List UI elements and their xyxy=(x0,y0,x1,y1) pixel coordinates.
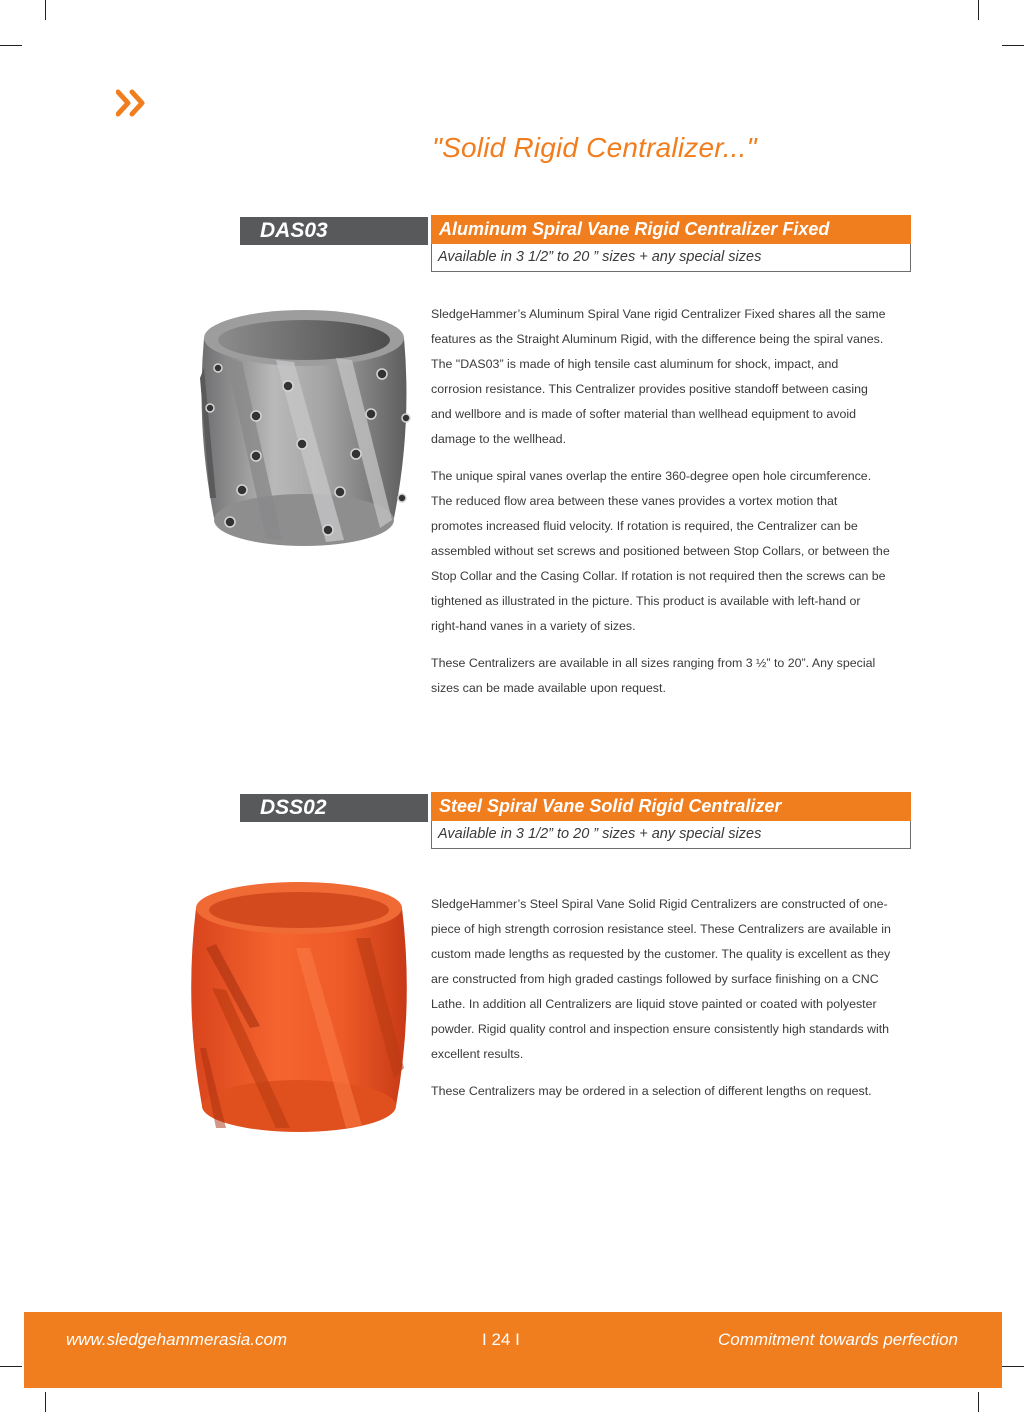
product-code: DAS03 xyxy=(240,217,428,245)
crop-mark xyxy=(45,1392,46,1412)
product-description xyxy=(431,892,891,1116)
page-title: "Solid Rigid Centralizer..." xyxy=(432,132,757,163)
page-number: I 24 I xyxy=(482,1330,520,1349)
crop-mark xyxy=(0,45,22,46)
description-paragraph: These Centralizers are available in all sizes ranging from 3 ½” to 20”. Any special sizes can be made available upon request. xyxy=(431,656,876,695)
double-chevron-icon xyxy=(116,88,152,118)
product-availability: Available in 3 1/2” to 20 ” sizes + any special sizes xyxy=(431,821,911,849)
description-paragraph: These Centralizers may be ordered in a selection of different lengths on request. xyxy=(431,1084,872,1098)
crop-mark xyxy=(1002,1366,1024,1367)
aluminum-spiral-centralizer-image xyxy=(196,298,412,556)
footer-url[interactable]: www.sledgehammerasia.com xyxy=(66,1330,288,1349)
product-code: DSS02 xyxy=(240,794,428,822)
description-paragraph: The unique spiral vanes overlap the entire 360-degree open hole circumference. The reduced flow area between these vanes provides a vortex motion that promotes increased fluid velocity. If rotation is required, the Centralizer can be assembled without set screws and positioned between Stop Collars, or between the Stop Collar and the Casing Collar. If rotation is not required then the screws can be tightened as illustrated in the picture. This product is available with left-hand or right-hand vanes in a variety of sizes. xyxy=(431,469,890,633)
product-name: Steel Spiral Vane Solid Rigid Centralizer xyxy=(431,792,911,821)
product-availability: Available in 3 1/2” to 20 ” sizes + any special sizes xyxy=(431,244,911,272)
description-paragraph: SledgeHammer’s Steel Spiral Vane Solid Rigid Centralizers are constructed of one-piece of high strength corrosion resistance steel. These Centralizers are available in custom made lengths as requested by the customer. The quality is excellent as they are constructed from high graded castings followed by surface finishing on a CNC Lathe. In addition all Centralizers are liquid stove painted or coated with polyester powder. Rigid quality control and inspection ensure consistently high standards with excellent results. xyxy=(431,897,891,1061)
crop-mark xyxy=(45,0,46,20)
product-description xyxy=(431,302,891,713)
crop-mark xyxy=(0,1366,22,1367)
crop-mark xyxy=(1002,45,1024,46)
description-paragraph: SledgeHammer’s Aluminum Spiral Vane rigid Centralizer Fixed shares all the same features as the Straight Aluminum Rigid, with the difference being the spiral vanes. The "DAS03” is made of high tensile cast aluminum for shock, impact, and corrosion resistance. This Centralizer provides positive standoff between casing and wellbore and is made of softer material than wellhead equipment to avoid damage to the wellhead. xyxy=(431,307,886,446)
steel-spiral-centralizer-image xyxy=(186,878,412,1138)
crop-mark xyxy=(978,1392,979,1412)
crop-mark xyxy=(978,0,979,20)
page-footer xyxy=(24,1312,1002,1388)
footer-slogan: Commitment towards perfection xyxy=(718,1330,958,1349)
product-name: Aluminum Spiral Vane Rigid Centralizer Fixed xyxy=(431,215,911,244)
